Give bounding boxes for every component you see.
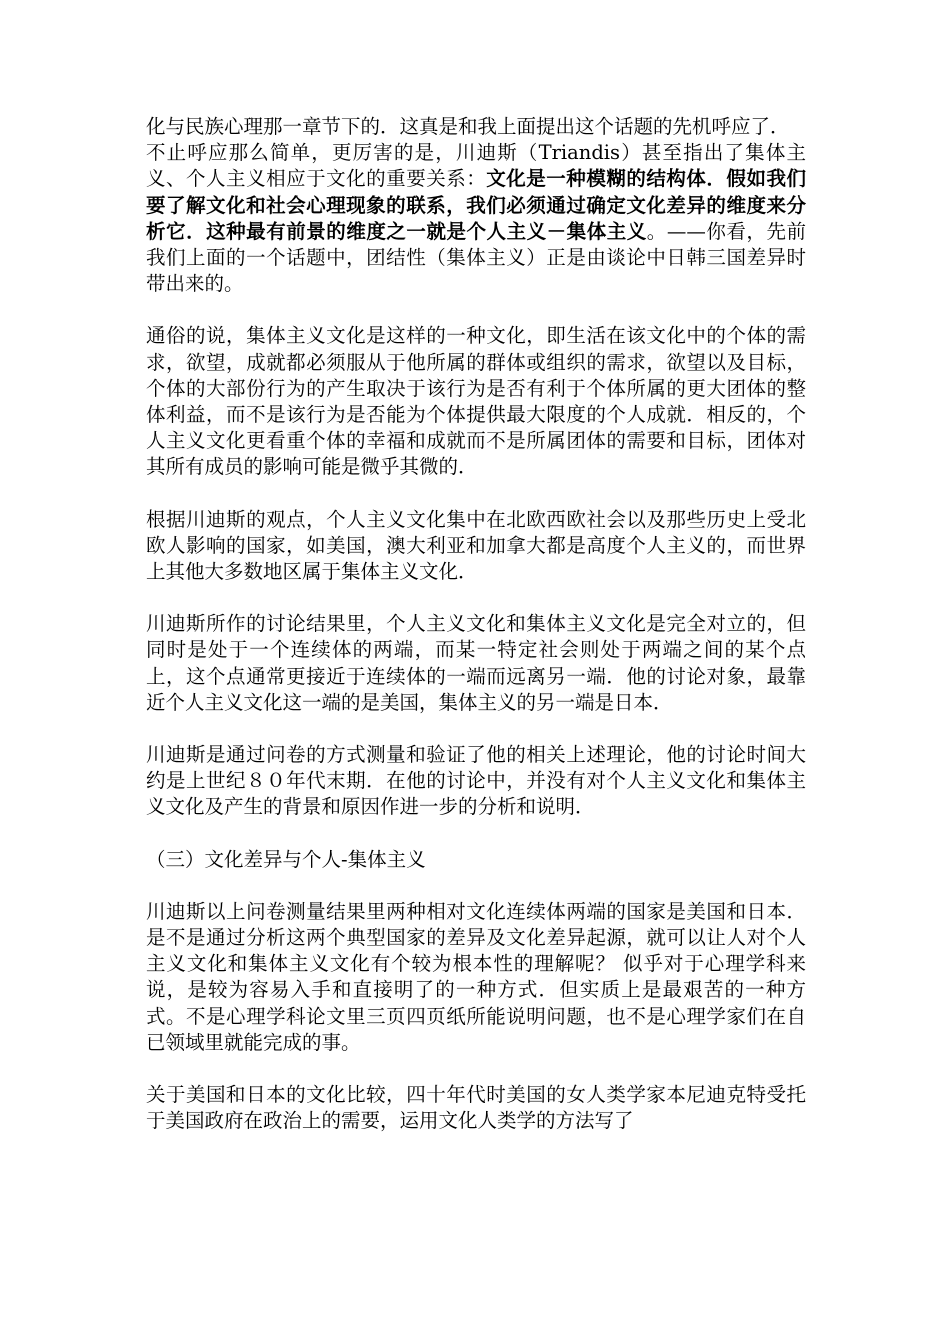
paragraph-spacer [146,481,806,507]
document-page [146,114,806,1135]
section-heading: （三）文化差异与个人-集体主义 [146,847,426,871]
paragraph-spacer [146,821,806,847]
paragraph-2 [146,140,806,297]
paragraph-5: 川迪斯所作的讨论结果里，个人主义文化和集体主义文化是完全对立的，但同时是处于一个连续体的两端，而某一特定社会则处于两端之间的某个点上，这个点通常更接近于连续体的一端而远离另一端．他的讨论对象，最靠近个人主义文化这一端的是美国，集体主义的另一端是日本． [146,612,806,714]
paragraph-2-intro: 不止呼应那么简单，更厉害的是，川迪斯（Triandis）甚至指出了集体主义、个人主义相应于文化的重要关系： [146,141,806,191]
paragraph-8: 关于美国和日本的文化比较，四十年代时美国的女人类学家本尼迪克特受托于美国政府在政治上的需要，运用文化人类学的方法写了 [146,1083,806,1133]
paragraph-spacer [146,716,806,742]
paragraph-spacer [146,297,806,323]
paragraph-7: 川迪斯以上问卷测量结果里两种相对文化连续体两端的国家是美国和日本．是不是通过分析这两个典型国家的差异及文化差异起源，就可以让人对个人主义文化和集体主义文化有个较为根本性的理解呢？ 似乎对于心理学科来说，是较为容易入手和直接明了的一种方式．但实质上是最艰苦的一种方式。不是心理学科论文里三页四页纸所能说明问题，也不是心理学家们在自已领域里就能完成的事。 [146,899,806,1054]
paragraph-spacer [146,873,806,899]
paragraph-2-ending: 。——你看，先前我们上面的一个话题中，团结性（集体主义）正是由谈论中日韩三国差异时带出来的。 [146,219,806,296]
paragraph-spacer [146,585,806,611]
paragraph-1: 化与民族心理那一章节下的．这真是和我上面提出这个话题的先机呼应了． [146,115,790,138]
paragraph-spacer [146,1056,806,1082]
paragraph-3: 通俗的说，集体主义文化是这样的一种文化，即生活在该文化中的个体的需求，欲望，成就都必须服从于他所属的群体或组织的需求，欲望以及目标，个体的大部份行为的产生取决于该行为是否有利于个体所属的更大团体的整体利益，而不是该行为是否能为个体提供最大限度的个人成就．相反的，个人主义文化更看重个体的幸福和成就而不是所属团体的需要和目标，团体对其所有成员的影响可能是微乎其微的． [146,324,806,479]
paragraph-6: 川迪斯是通过问卷的方式测量和验证了他的相关上述理论，他的讨论时间大约是上世纪８０年代末期．在他的讨论中，并没有对个人主义文化和集体主义文化及产生的背景和原因作进一步的分析和说明． [146,743,806,819]
paragraph-2-bold-quote: 文化是一种模糊的结构体．假如我们要了解文化和社会心理现象的联系，我们必须通过确定文化差异的维度来分析它．这种最有前景的维度之一就是个人主义－集体主义 [146,167,806,243]
paragraph-4: 根据川迪斯的观点，个人主义文化集中在北欧西欧社会以及那些历史上受北欧人影响的国家，如美国，澳大利亚和加拿大都是高度个人主义的，而世界上其他大多数地区属于集体主义文化． [146,507,806,584]
